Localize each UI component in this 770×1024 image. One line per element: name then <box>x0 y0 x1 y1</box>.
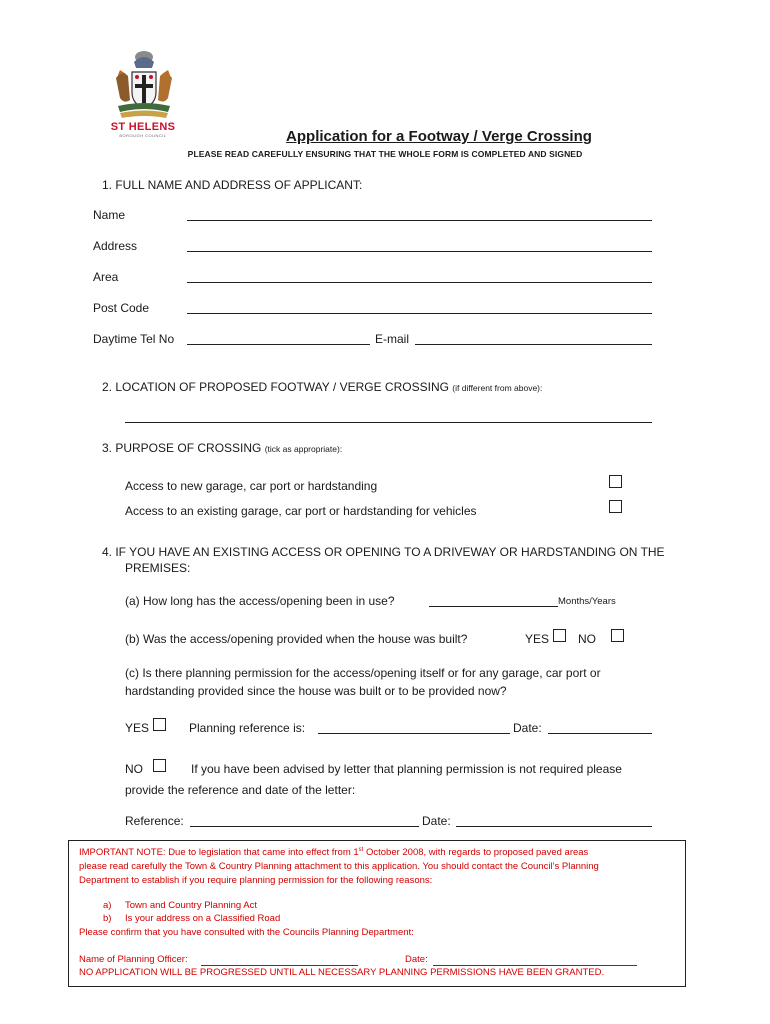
question-c-yes-label: YES <box>125 721 150 735</box>
planning-date-label: Date: <box>513 721 542 735</box>
notice-final-warning: NO APPLICATION WILL BE PROGRESSED UNTIL ALL NECESSARY PLANNING PERMISSIONS HAVE BEEN GRANTED. <box>79 967 605 978</box>
important-notice-box <box>68 840 686 987</box>
notice-item-a-marker: a) <box>103 900 112 911</box>
purpose-existing-checkbox[interactable] <box>609 500 622 513</box>
notice-item-b-marker: b) <box>103 913 112 924</box>
section-4-heading-line2: PREMISES: <box>125 561 191 575</box>
name-field[interactable] <box>187 220 652 221</box>
tel-label: Daytime Tel No <box>93 332 175 346</box>
planning-date-field[interactable] <box>548 733 652 734</box>
no-permission-text-line2: provide the reference and date of the letter: <box>125 783 356 797</box>
question-b-yes-checkbox[interactable] <box>553 629 566 642</box>
notice-confirm: Please confirm that you have consulted with the Councils Planning Department: <box>79 927 414 938</box>
form-title: Application for a Footway / Verge Crossing <box>286 128 592 145</box>
notice-line-1-end: October 2008, with regards to proposed paved areas <box>363 847 589 859</box>
planning-ref-field[interactable] <box>318 733 510 734</box>
officer-date-label: Date: <box>405 954 428 965</box>
notice-line-1-start: IMPORTANT NOTE: Due to legislation that came into effect from 1 <box>79 847 359 859</box>
notice-line-3: Department to establish if you require planning permission for the following reasons: <box>79 875 433 886</box>
question-c-no-label: NO <box>125 762 143 776</box>
question-c-yes-checkbox[interactable] <box>153 718 166 731</box>
question-a-label: (a) How long has the access/opening been in use? <box>125 594 395 608</box>
question-c-line2: hardstanding provided since the house was built or to be provided now? <box>125 684 507 698</box>
name-label: Name <box>93 208 126 222</box>
purpose-option-existing-label: Access to an existing garage, car port or hardstanding for vehicles <box>125 504 477 518</box>
section-3-heading <box>102 441 342 455</box>
section-4-heading-line1: 4. IF YOU HAVE AN EXISTING ACCESS OR OPENING TO A DRIVEWAY OR HARDSTANDING ON THE <box>102 545 665 559</box>
section-2-heading <box>102 380 542 394</box>
area-label: Area <box>93 270 119 284</box>
notice-line-1 <box>79 847 588 858</box>
location-field[interactable] <box>125 422 652 423</box>
notice-line-1-sup: st <box>358 847 364 853</box>
notice-line-2: please read carefully the Town & Country Planning attachment to this application. You should contact the Council’s Planning <box>79 861 599 872</box>
section-2-title: 2. LOCATION OF PROPOSED FOOTWAY / VERGE CROSSING <box>102 380 449 394</box>
reference-date-label: Date: <box>422 814 451 828</box>
council-crest-logo <box>112 48 176 122</box>
officer-date-field[interactable] <box>433 965 637 966</box>
purpose-new-checkbox[interactable] <box>609 475 622 488</box>
question-b-no-label: NO <box>578 632 596 646</box>
purpose-option-new-label: Access to new garage, car port or hardstanding <box>125 479 378 493</box>
form-instruction: PLEASE READ CAREFULLY ENSURING THAT THE WHOLE FORM IS COMPLETED AND SIGNED <box>187 149 583 159</box>
address-label: Address <box>93 239 138 253</box>
duration-unit: Months/Years <box>558 596 616 607</box>
email-field[interactable] <box>415 344 652 345</box>
no-permission-text-line1: If you have been advised by letter that planning permission is not required please <box>191 762 622 776</box>
question-c-no-checkbox[interactable] <box>153 759 166 772</box>
reference-label: Reference: <box>125 814 184 828</box>
notice-item-a: Town and Country Planning Act <box>125 900 258 911</box>
officer-name-label: Name of Planning Officer: <box>79 954 188 965</box>
address-field[interactable] <box>187 251 652 252</box>
logo-name: ST HELENS <box>110 121 176 133</box>
question-c-line1: (c) Is there planning permission for the access/opening itself or for any garage, car port or <box>125 666 601 680</box>
reference-field[interactable] <box>190 826 419 827</box>
question-b-yes-label: YES <box>525 632 550 646</box>
logo-subtitle: BOROUGH COUNCIL <box>119 133 167 138</box>
email-label: E-mail <box>375 332 410 346</box>
section-1-heading: 1. FULL NAME AND ADDRESS OF APPLICANT: <box>102 178 363 192</box>
postcode-field[interactable] <box>187 313 652 314</box>
postcode-label: Post Code <box>93 301 150 315</box>
section-3-title: 3. PURPOSE OF CROSSING <box>102 441 262 455</box>
section-2-note: (if different from above): <box>452 383 543 393</box>
reference-date-field[interactable] <box>456 826 652 827</box>
section-3-note: (tick as appropriate): <box>264 444 343 454</box>
notice-item-b: Is your address on a Classified Road <box>125 913 281 924</box>
officer-name-field[interactable] <box>201 965 358 966</box>
question-b-label: (b) Was the access/opening provided when the house was built? <box>125 632 468 646</box>
access-duration-field[interactable] <box>429 606 558 607</box>
tel-field[interactable] <box>187 344 370 345</box>
area-field[interactable] <box>187 282 652 283</box>
question-b-no-checkbox[interactable] <box>611 629 624 642</box>
planning-ref-label: Planning reference is: <box>189 721 306 735</box>
